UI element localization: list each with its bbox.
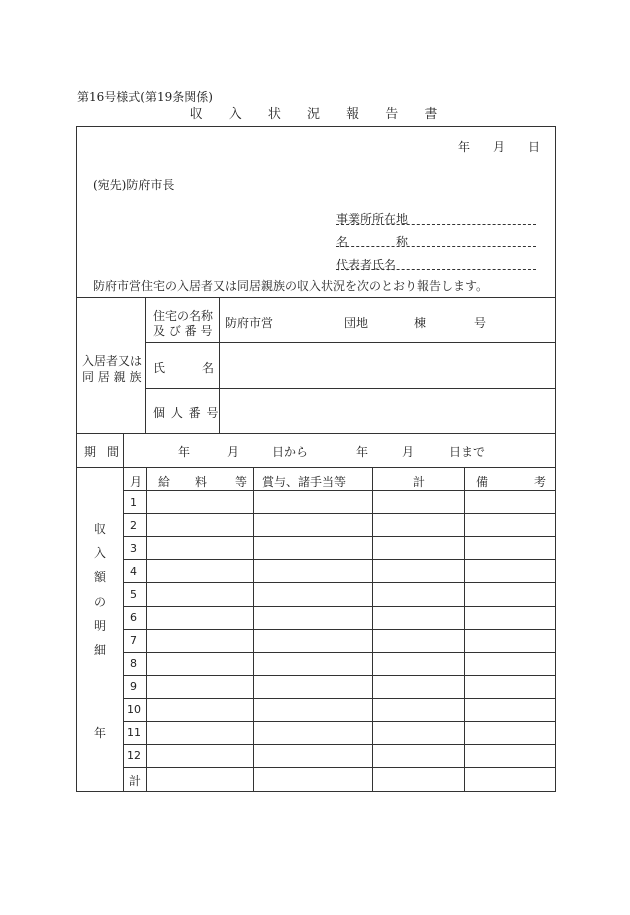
month-number: 12 [127,749,141,762]
col-header-salary-a: 給 [158,475,171,489]
income-side-label: 入 [93,546,106,560]
col-header-remarks-b: 考 [534,475,547,489]
period-from-day: 日から [272,445,309,459]
housing-complex-label: 団地 [344,316,369,330]
resident-group-label-1: 入居者又は [82,354,143,368]
col-header-salary-c: 等 [235,475,248,489]
resident-name-label-a: 氏 [153,361,166,375]
col-header-total: 計 [413,475,426,489]
resident-group-label-2: 同 居 親 族 [82,370,142,384]
month-number: 9 [130,680,137,693]
period-label-a: 期 [84,445,97,459]
page-title: 収 入 状 況 報 告 書 [189,107,449,122]
month-number: 1 [130,496,137,509]
income-side-label: 額 [93,570,106,584]
period-from-month: 月 [227,445,240,459]
month-number: 5 [130,588,137,601]
company-name-label-2: 称 [396,235,409,249]
period-to-year: 年 [356,445,369,459]
housing-number-label: 号 [474,316,487,330]
month-number: 11 [127,726,141,739]
date-day-label: 日 [528,140,541,154]
income-side-label: の [93,595,106,609]
period-to-day: 日まで [449,445,486,459]
col-header-remarks-a: 備 [476,475,489,489]
month-number: 10 [127,703,141,716]
total-row-label: 計 [129,774,142,788]
period-from-year: 年 [178,445,191,459]
month-number: 4 [130,565,137,578]
report-statement: 防府市営住宅の入居者又は同居親族の収入状況を次のとおり報告します。 [93,279,489,293]
housing-label-2: 及 び 番 号 [153,324,213,338]
representative-name-label: 代表者氏名 [336,258,397,272]
date-year-label: 年 [458,140,471,154]
form-number-label: 第16号様式(第19条関係) [77,90,213,104]
housing-building-label: 棟 [414,316,427,330]
income-side-label: 明 [93,619,106,633]
period-label-b: 間 [107,445,120,459]
housing-label-1: 住宅の名称 [153,309,214,323]
personal-id-label: 個 人 番 号 [153,406,220,420]
col-header-salary-b: 料 [195,475,208,489]
income-side-year: 年 [93,726,106,740]
housing-city-label: 防府市営 [225,316,274,330]
company-name-label-1: 名 [336,235,349,249]
col-header-month: 月 [130,475,143,489]
income-side-label: 細 [93,643,106,657]
resident-name-label-b: 名 [202,361,215,375]
period-to-month: 月 [402,445,415,459]
date-month-label: 月 [493,140,506,154]
month-number: 3 [130,542,137,555]
month-number: 2 [130,519,137,532]
month-number: 8 [130,657,137,670]
col-header-bonus: 賞与、諸手当等 [262,475,347,489]
business-address-label: 事業所所在地 [336,212,409,226]
income-side-label: 収 [93,522,106,536]
addressee-text: (宛先)防府市長 [93,178,175,192]
month-number: 7 [130,634,137,647]
month-number: 6 [130,611,137,624]
